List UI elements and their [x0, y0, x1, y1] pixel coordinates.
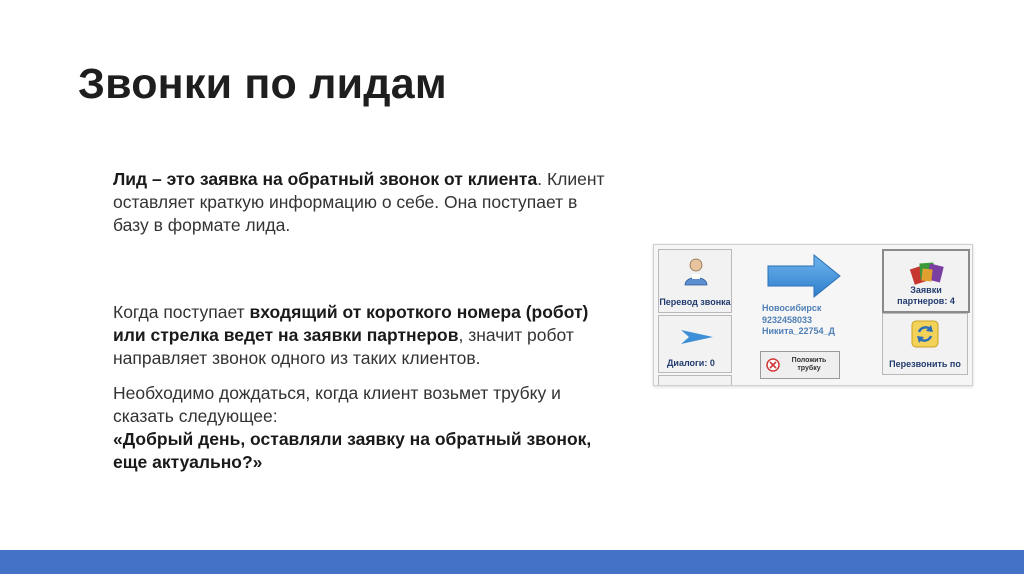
lead-definition: [113, 168, 613, 237]
caller-info: [762, 303, 835, 338]
script-intro: Необходимо дождаться, когда клиент возьмет трубку и сказать следующее:: [113, 383, 561, 426]
script-instruction: [113, 382, 613, 474]
refresh-icon: [911, 320, 939, 348]
phone-app-screenshot: [653, 244, 973, 386]
incoming-call-start: Когда поступает: [113, 302, 250, 322]
incoming-call-rule: [113, 301, 613, 370]
cards-icon: [908, 257, 946, 285]
callback-button[interactable]: [882, 313, 968, 375]
callback-label: Перезвонить по: [889, 359, 961, 369]
dialogs-label: Диалоги: 0: [667, 358, 715, 368]
operator-person-icon: [681, 256, 711, 286]
hangup-button[interactable]: [760, 351, 840, 379]
dialogs-button[interactable]: [658, 315, 732, 373]
footer-bar: [0, 550, 1024, 574]
big-arrow-icon: [766, 253, 842, 299]
lead-definition-dot: .: [537, 169, 543, 189]
small-arrow-icon: [679, 326, 715, 348]
partial-dot-icon: [659, 376, 731, 386]
caller-city: Новосибирск: [762, 303, 822, 313]
partner-requests-label: Заявки партнеров: 4: [897, 285, 955, 306]
partial-tile[interactable]: [658, 375, 732, 386]
partner-requests-button[interactable]: [882, 249, 970, 313]
caller-phone: 9232458033: [762, 314, 813, 325]
script-quote: «Добрый день, оставляли заявку на обратный звонок, еще актуально?»: [113, 429, 592, 472]
hangup-label: Положить трубку: [791, 357, 827, 372]
caller-name: Никита_22754_Д: [762, 326, 835, 336]
lead-definition-bold: Лид – это заявка на обратный звонок от клиента: [113, 169, 538, 189]
incoming-call-rest: , значит робот направляет звонок одного из таких клиентов.: [113, 325, 574, 368]
incoming-call-bold: входящий от короткого номера (робот) или стрелка ведет на заявки партнеров: [113, 302, 589, 345]
transfer-call-button[interactable]: [658, 249, 732, 313]
hangup-icon: [766, 358, 780, 372]
slide-content: [113, 168, 613, 474]
transfer-call-label: Перевод звонка: [659, 297, 731, 307]
lead-definition-rest: Клиент оставляет краткую информацию о себе. Она поступает в базу в формате лида.: [113, 169, 605, 235]
slide-title: Звонки по лидам: [78, 60, 447, 108]
